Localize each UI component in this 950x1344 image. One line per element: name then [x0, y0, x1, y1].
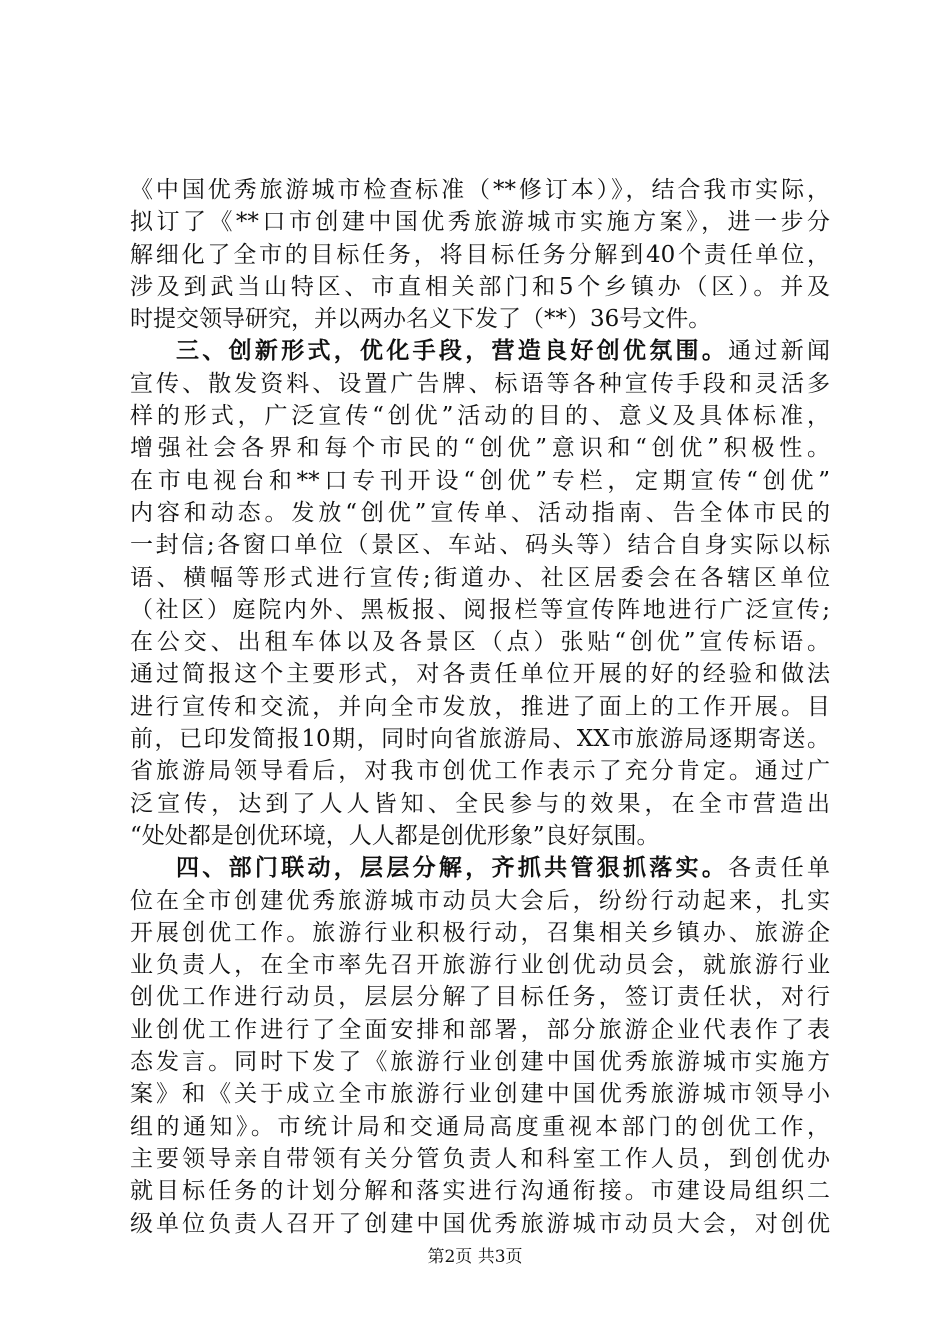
text-line: 业创优工作进行了全面安排和部署，部分旅游企业代表作了表 [130, 1016, 830, 1043]
page-footer: 第2页 共3页 [427, 1247, 523, 1267]
text-line: 时提交领导研究，并以两办名义下发了（**）36号文件。 [130, 306, 712, 333]
section-3-heading: 三、创新形式，优化手段，营造良好创优氛围。 [176, 337, 729, 365]
text-line: 语、横幅等形式进行宣传;街道办、社区居委会在各辖区单位 [130, 564, 830, 591]
text-line: （社区）庭院内外、黑板报、阅报栏等宣传阵地进行广泛宣传; [130, 596, 830, 623]
text-line: “处处都是创优环境，人人都是创优形象”良好氛围。 [130, 822, 660, 849]
section-4-first-line-text: 各责任单 [728, 855, 831, 882]
text-line: 在公交、出租车体以及各景区（点）张贴“创优”宣传标语。 [130, 629, 830, 656]
text-line: 宣传、散发资料、设置广告牌、标语等各种宣传手段和灵活多 [130, 370, 830, 397]
document-body [130, 174, 830, 1240]
text-line: 位在全市创建优秀旅游城市动员大会后，纷纷行动起来，扎实 [130, 887, 830, 914]
text-line: 泛宣传，达到了人人皆知、全民参与的效果，在全市营造出 [130, 790, 830, 817]
text-line: 进行宣传和交流，并向全市发放，推进了面上的工作开展。目 [130, 693, 830, 720]
text-line: 一封信;各窗口单位（景区、车站、码头等）结合自身实际以标 [130, 532, 830, 559]
text-line: 拟订了《**口市创建中国优秀旅游城市实施方案》，进一步分 [130, 209, 830, 236]
text-line: 样的形式，广泛宣传“创优”活动的目的、意义及具体标准， [130, 403, 830, 430]
text-line: 省旅游局领导看后，对我市创优工作表示了充分肯定。通过广 [130, 758, 830, 785]
text-line: 《中国优秀旅游城市检查标准（**修订本）》，结合我市实际， [130, 177, 830, 203]
text-line: 就目标任务的计划分解和落实进行沟通衔接。市建设局组织二 [130, 1178, 830, 1205]
text-line: 增强社会各界和每个市民的“创优”意识和“创优”积极性。 [130, 435, 830, 462]
text-line: 主要领导亲自带领有关分管负责人和科室工作人员，到创优办 [130, 1145, 830, 1172]
text-line: 在市电视台和**口专刊开设“创优”专栏，定期宣传“创优” [130, 467, 830, 494]
section-4-first-line [130, 852, 830, 884]
text-line: 级单位负责人召开了创建中国优秀旅游城市动员大会，对创优 [130, 1210, 830, 1237]
text-line: 内容和动态。发放“创优”宣传单、活动指南、告全体市民的 [130, 499, 830, 526]
section-3-first-line-text: 通过新闻 [728, 338, 831, 365]
text-line: 前，已印发简报10期，同时向省旅游局、XX市旅游局逐期寄送。 [130, 726, 830, 753]
text-line: 案》和《关于成立全市旅游行业创建中国优秀旅游城市领导小 [130, 1081, 830, 1108]
section-4-heading: 四、部门联动，层层分解，齐抓共管狠抓落实。 [176, 854, 729, 882]
text-line: 解细化了全市的目标任务，将目标任务分解到40个责任单位， [130, 241, 830, 268]
text-line: 组的通知》。市统计局和交通局高度重视本部门的创优工作， [130, 1113, 830, 1140]
text-line: 业负责人，在全市率先召开旅游行业创优动员会，就旅游行业 [130, 952, 830, 979]
text-line: 开展创优工作。旅游行业积极行动，召集相关乡镇办、旅游企 [130, 919, 830, 946]
text-line: 涉及到武当山特区、市直相关部门和5个乡镇办（区）。并及 [130, 273, 830, 300]
text-line: 创优工作进行动员，层层分解了目标任务，签订责任状，对行 [130, 984, 830, 1011]
text-line: 态发言。同时下发了《旅游行业创建中国优秀旅游城市实施方 [130, 1049, 830, 1076]
text-line: 通过简报这个主要形式，对各责任单位开展的好的经验和做法 [130, 661, 830, 688]
section-3-first-line [130, 335, 830, 367]
